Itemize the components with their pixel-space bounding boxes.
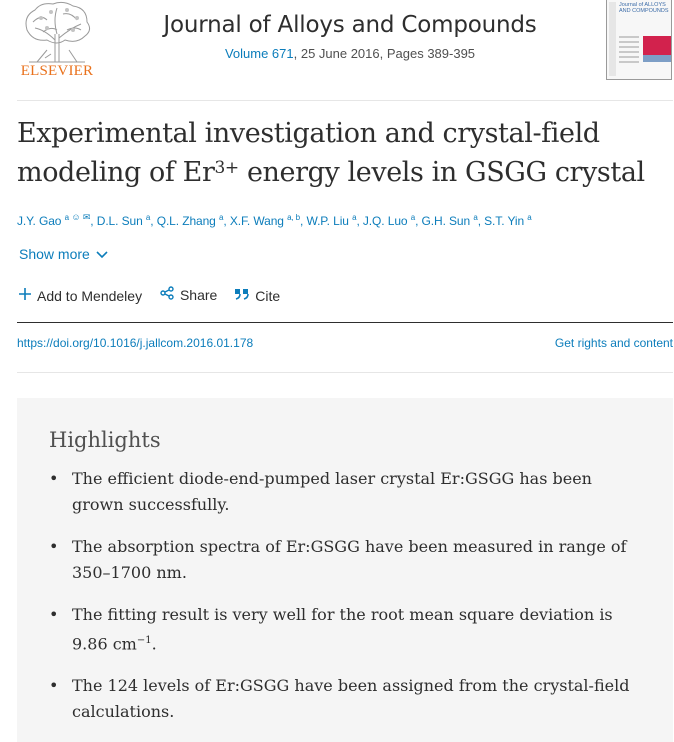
add-to-mendeley-button[interactable]: Add to Mendeley <box>19 287 142 304</box>
journal-header <box>0 0 674 100</box>
list-item: • The efficient diode-end-pumped laser crystal Er:GSGG has been grown successfully. <box>49 469 592 514</box>
author-affiliation: a <box>145 213 151 222</box>
get-rights-link[interactable]: Get rights and content <box>554 336 673 350</box>
publisher-wordmark: ELSEVIER <box>20 63 94 79</box>
author-separator: , <box>90 214 97 228</box>
cover-title: Journal of ALLOYS AND COMPOUNDS <box>619 2 669 14</box>
author-affiliation: a <box>352 213 357 222</box>
author-separator: , <box>477 214 485 228</box>
journal-title[interactable]: Journal of Alloys and Compounds <box>163 12 537 38</box>
cite-button[interactable]: Cite <box>235 287 280 304</box>
show-more-button[interactable]: Show more <box>19 246 108 262</box>
author-separator: , <box>300 214 307 228</box>
header-divider <box>17 100 673 101</box>
author-separator: , <box>415 214 422 228</box>
author-separator: , <box>223 214 230 228</box>
plus-icon <box>19 287 31 304</box>
author-link[interactable]: J.Y. Gao $^a$ ☺ ✉ <box>17 212 91 228</box>
elsevier-tree-icon <box>17 0 97 64</box>
highlights-heading: Highlights <box>49 428 161 452</box>
issue-details: , 25 June 2016, Pages 389-395 <box>293 46 476 61</box>
highlights-panel <box>17 398 673 742</box>
author-affiliation: a <box>473 213 478 222</box>
author-list <box>17 212 667 228</box>
author-link[interactable]: Q.L. Zhang $^a$ <box>156 213 224 228</box>
elsevier-logo[interactable] <box>17 0 97 82</box>
author-affiliation: a <box>527 213 532 222</box>
highlights-list <box>49 466 639 741</box>
volume-link[interactable]: Volume 671 <box>224 46 294 61</box>
journal-issue-info <box>100 46 600 61</box>
share-button[interactable]: Share <box>160 286 217 304</box>
share-icon <box>160 286 174 304</box>
author-affiliation: a <box>64 213 69 222</box>
article-actions <box>19 286 294 306</box>
list-item: • The absorption spectra of Er:GSGG have been measured in range of 350–1700 nm. <box>49 537 627 582</box>
author-link[interactable]: X.F. Wang $^{a, b}$ <box>229 213 301 228</box>
article-title: Experimental investigation and crystal-field modeling of $Er^{3+}$ energy levels in GSGG crystal <box>17 118 645 188</box>
author-affiliation: a <box>219 213 224 222</box>
envelope-icon: ✉ <box>80 212 91 222</box>
journal-cover-thumbnail[interactable] <box>606 0 672 80</box>
doi-link[interactable]: https://doi.org/10.1016/j.jallcom.2016.01.178 <box>17 336 254 350</box>
author-link[interactable]: D.L. Sun $^a$ <box>96 213 151 228</box>
chevron-down-icon <box>96 246 108 262</box>
quote-icon <box>235 287 249 304</box>
author-separator: , <box>356 214 363 228</box>
author-affiliation: a <box>410 213 416 222</box>
list-item: • The 124 levels of Er:GSGG have been assigned from the crystal-field calculations. <box>49 676 630 722</box>
author-link[interactable]: G.H. Sun $^a$ <box>421 213 478 228</box>
person-icon: ☺ <box>68 212 81 222</box>
author-link[interactable]: S.T. Yin $^a$ <box>484 213 532 228</box>
doi-divider <box>17 372 673 373</box>
author-link[interactable]: J.Q. Luo $^a$ <box>362 213 416 228</box>
author-affiliation: a, b <box>287 213 301 222</box>
author-separator: , <box>150 214 157 228</box>
actions-divider <box>17 322 673 323</box>
author-link[interactable]: W.P. Liu $^a$ <box>306 213 357 228</box>
list-item: • The fitting result is very well for the root mean square deviation is 9.86 $cm^{-1}$. <box>49 605 613 654</box>
